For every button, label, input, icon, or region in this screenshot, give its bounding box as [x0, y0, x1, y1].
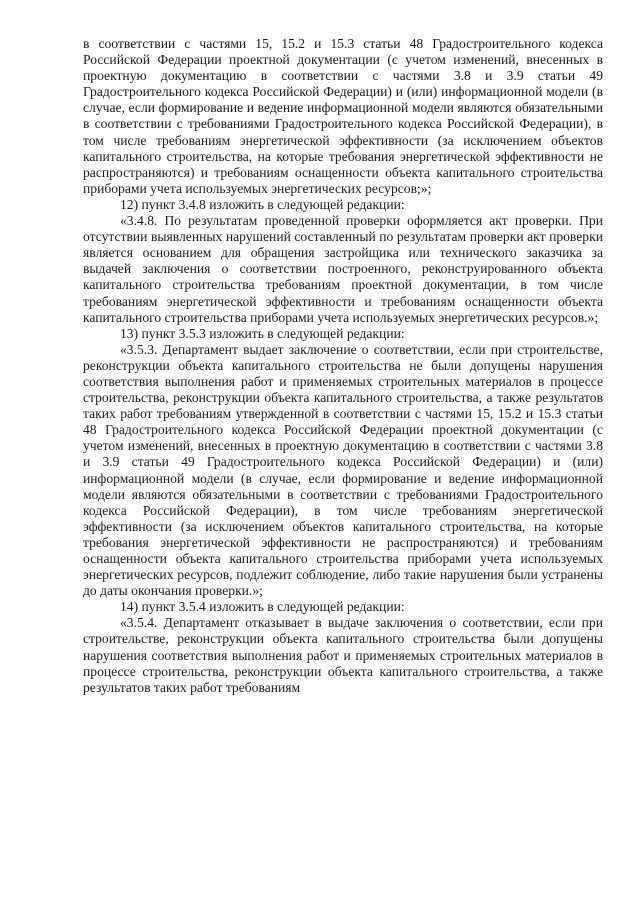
item-14-heading: 14) пункт 3.5.4 изложить в следующей редакции:: [120, 599, 405, 615]
document-page: [83, 36, 603, 696]
item-13-heading: 13) пункт 3.5.3 изложить в следующей редакции:: [120, 325, 405, 341]
clause-3-4-8-text: «3.4.8. По результатам проведенной проверки оформляется акт проверки. При отсутствии выявленных нарушений составленный по результатам проверки акт проверки является основанием для обращения застройщика или технического заказчика за выдачей заключения о соответствии построенного, реконструированного объекта капитального строительства требованиям проектной документации, в том числе требованиям энергетической эффективности и требованиям оснащенности объекта капитального строительства приборами учета используемых энергетических ресурсов.»;: [83, 213, 603, 325]
item-12-heading: 12) пункт 3.4.8 изложить в следующей редакции:: [120, 196, 405, 212]
clause-3-5-4-text: «3.5.4. Департамент отказывает в выдаче заключения о соответствии, если при строительстве, реконструкции объекта капитального строительства были допущены нарушения соответствия выполнения работ и применяемых строительных материалов в процессе строительства, реконструкции объекта капитального строительства, а также результатов таких работ требованиям: [83, 615, 603, 695]
paragraph-continuation: в соответствии с частями 15, 15.2 и 15.3 статьи 48 Градостроительного кодекса Российской Федерации проектной документации (с учетом изменений, внесенных в проектную документацию в соответствии с частями 3.8 и 3.9 статьи 49 Градостроительного кодекса Российской Федерации) и (или) информационной модели (в случае, если формирование и ведение информационной модели являются обязательными в соответствии с требованиями Градостроительного кодекса Российской Федерации), в том числе требованиям энергетической эффективности (за исключением объектов капитального строительства, на которые требования энергетической эффективности не распространяются) и требованиям оснащенности объекта капитального строительства приборами учета используемых энергетических ресурсов;»;: [83, 36, 603, 196]
clause-3-5-3-text: «3.5.3. Департамент выдает заключение о соответствии, если при строительстве, реконструкции объекта капитального строительства не были допущены нарушения соответствия выполнения работ и применяемых строительных материалов в процессе строительства, реконструкции объекта капитального строительства, а также результатов таких работ требованиям утвержденной в соответствии с частями 15, 15.2 и 15.3 статьи 48 Градостроительного кодекса Российской Федерации проектной документации (с учетом изменений, внесенных в проектную документацию в соответствии с частями 3.8 и 3.9 статьи 49 Градостроительного кодекса Российской Федерации) и (или) информационной модели (в случае, если формирование и ведение информационной модели являются обязательными в соответствии с требованиями Градостроительного кодекса Российской Федерации), в том числе требованиям энергетической эффективности (за исключением объектов капитального строительства, на которые требования энергетической эффективности не распространяются) и требованиям оснащенности объекта капитального строительства приборами учета используемых энергетических ресурсов, подлежит соблюдение, либо такие нарушения были устранены до даты окончания проверки.»;: [83, 341, 603, 599]
